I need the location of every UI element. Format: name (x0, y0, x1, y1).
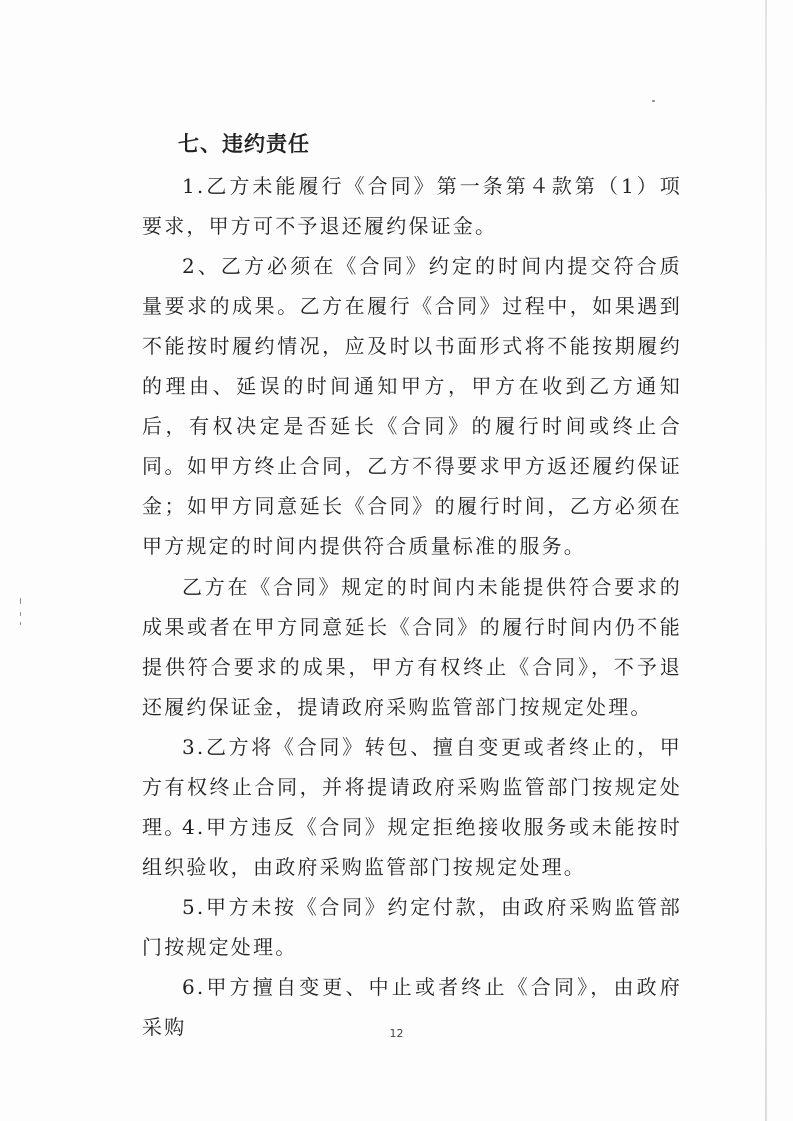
page-number: 12 (389, 1027, 404, 1040)
paragraph-7: 6.甲方擅自变更、中止或者终止《合同》，由政府采购 (142, 975, 682, 1039)
paragraph-6: 5.甲方未按《合同》约定付款，由政府采购监管部门按规定处理。 (142, 895, 682, 959)
paragraph-2: 2、乙方必须在《合同》约定的时间内提交符合质量要求的成果。乙方在履行《合同》过程中，如果遇到不能按时履约情况，应及时以书面形式将不能按期履约的理由、延误的时间通知甲方，甲方在收到乙方通知后，有权决定是否延长《合同》的履行时间或终止合同。如甲方终止合同，乙方不得要求甲方返还履约保证金；如甲方同意延长《合同》的履行时间，乙方必须在甲方规定的时间内提供符合质量标准的服务。 (142, 254, 682, 558)
scan-edge-shadow (765, 0, 767, 1121)
paragraph-1: 1.乙方未能履行《合同》第一条第４款第（1）项要求，甲方可不予退还履约保证金。 (142, 174, 682, 238)
section-heading: 七、违约责任 (178, 131, 310, 156)
paragraph-5: 4.甲方违反《合同》规定拒绝接收服务或未能按时组织验收，由政府采购监管部门按规定处理。 (142, 815, 682, 879)
scan-speck (20, 622, 21, 625)
scan-speck (652, 100, 655, 102)
paragraph-3: 乙方在《合同》规定的时间内未能提供符合要求的成果或者在甲方同意延长《合同》的履行时间内仍不能提供符合要求的成果，甲方有权终止《合同》，不予退还履约保证金，提请政府采购监管部门按规定处理。 (142, 575, 682, 719)
scan-speck (20, 598, 21, 604)
scan-speck (20, 612, 21, 616)
paragraph-4: 3.乙方将《合同》转包、擅自变更或者终止的，甲方有权终止合同，并将提请政府采购监管部门按规定处理。 (142, 735, 682, 839)
